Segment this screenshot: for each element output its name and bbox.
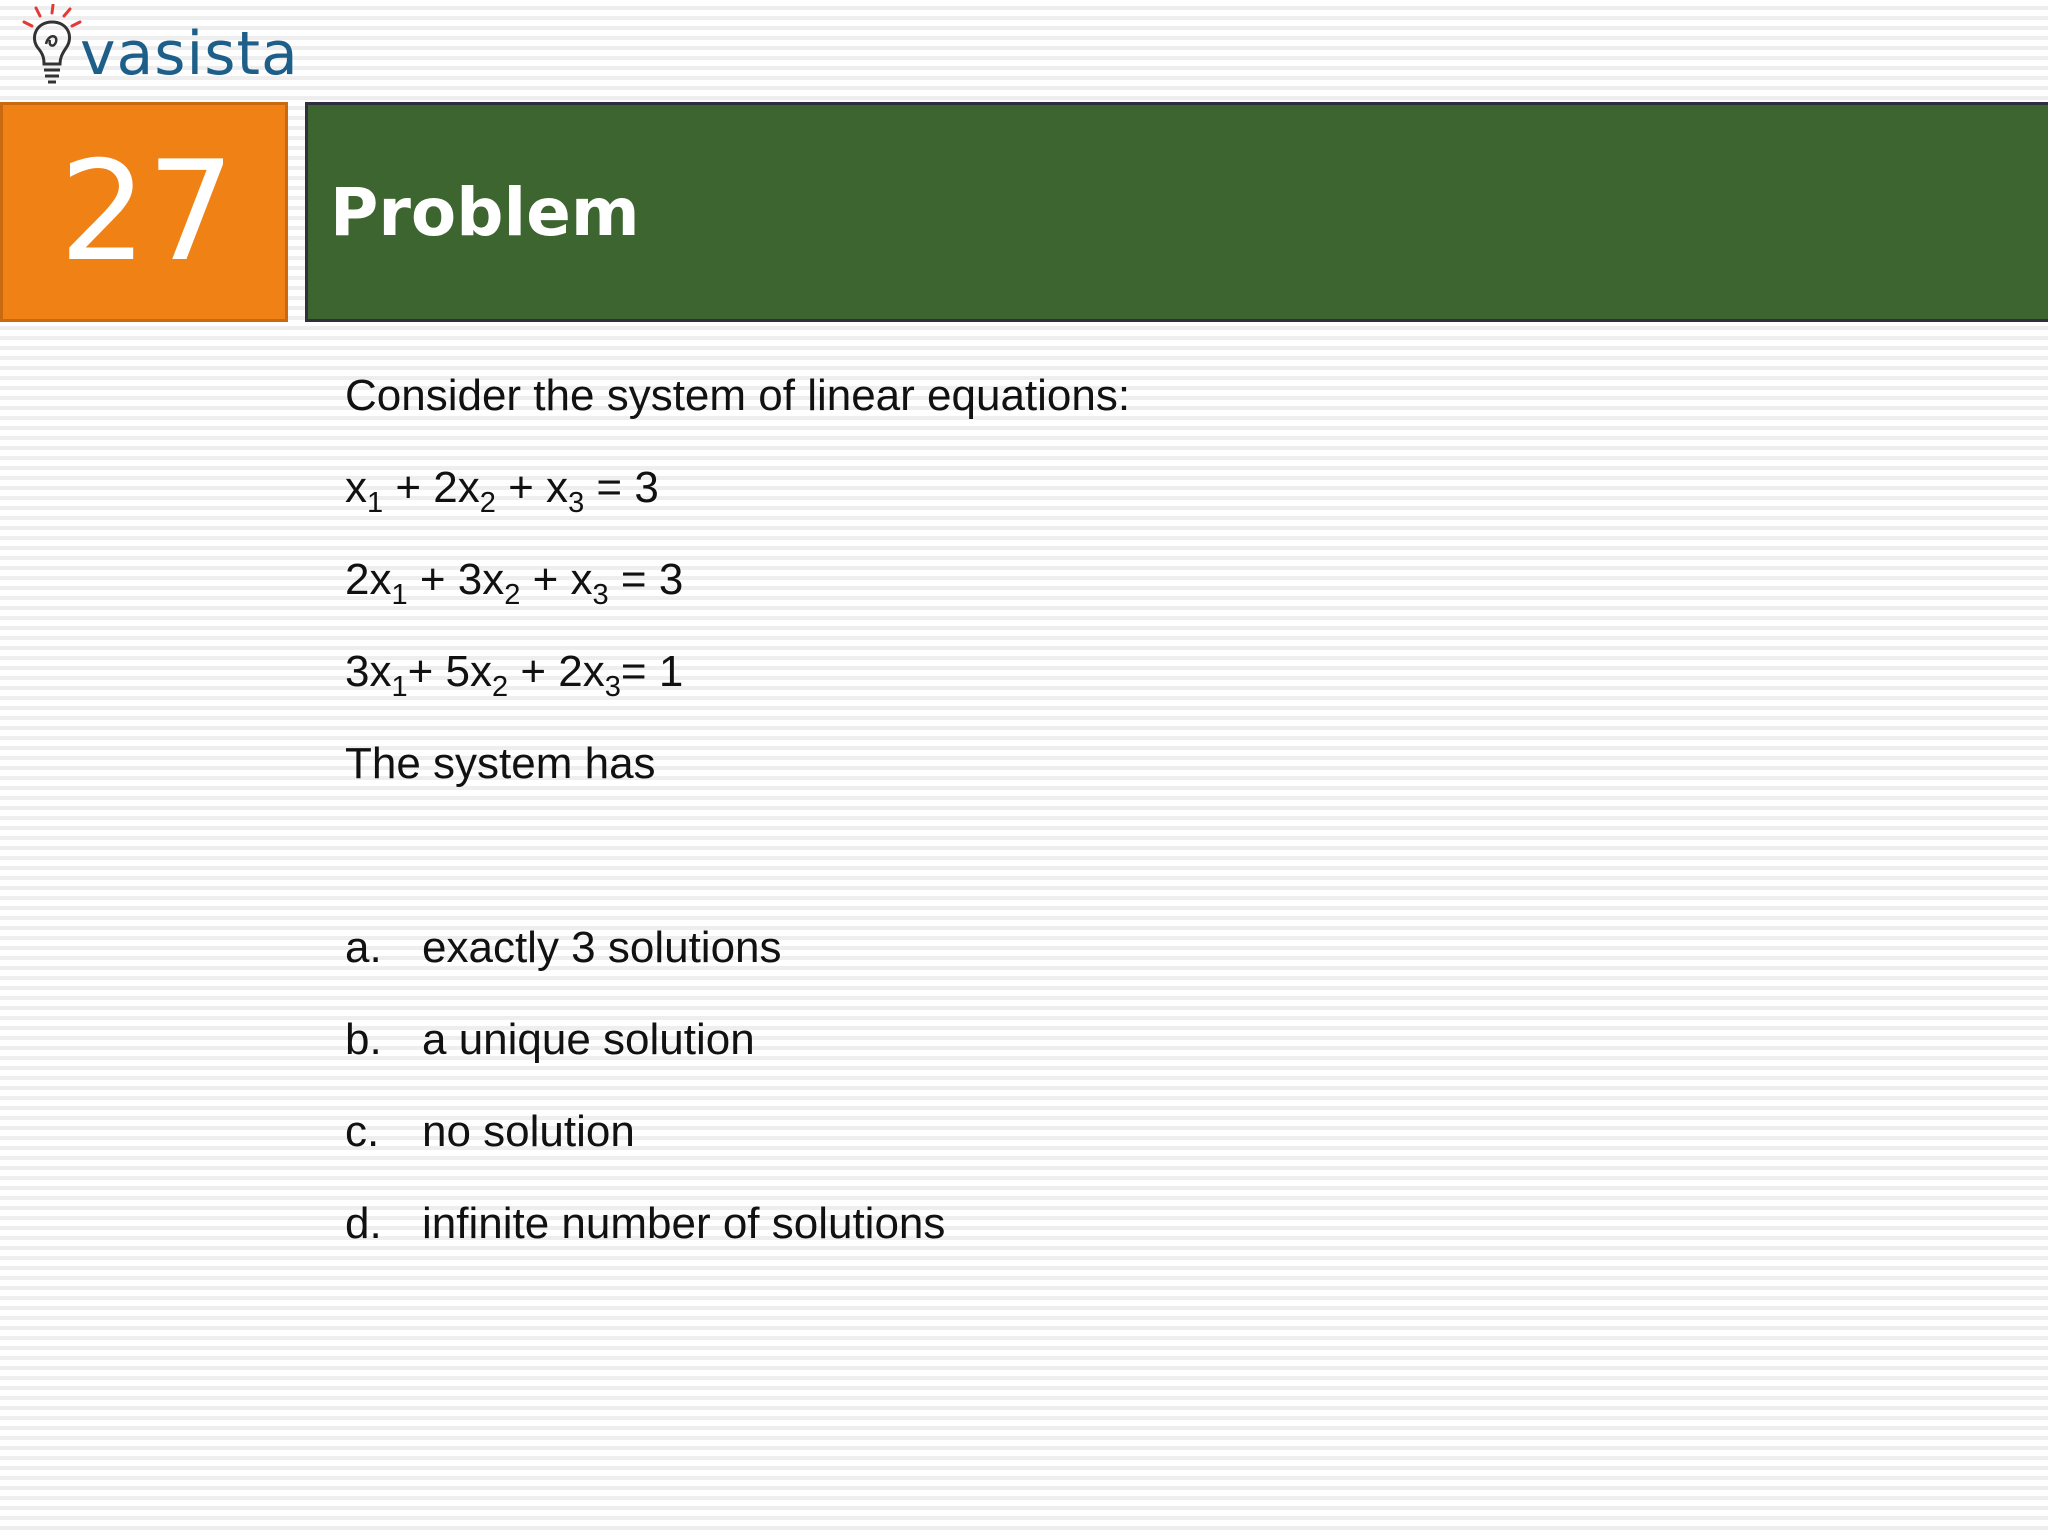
equation-subscript: 2 [504, 579, 521, 611]
equation-text: + x [495, 463, 569, 512]
option-text: infinite number of solutions [422, 1199, 946, 1248]
vasista-logo [22, 4, 299, 96]
option-item[interactable] [345, 902, 1945, 994]
equation-text: 2x [345, 555, 392, 604]
equation-line [345, 442, 1945, 534]
equation-text: + x [520, 555, 593, 604]
equation-text: + 3x [407, 555, 505, 604]
equation-subscript: 1 [391, 671, 408, 703]
option-text: a unique solution [422, 1015, 755, 1064]
equation-text: = 3 [608, 555, 684, 604]
question-intro: Consider the system of linear equations: [345, 371, 1131, 420]
equation-subscript: 1 [367, 487, 384, 519]
slide-number: 27 [59, 131, 235, 292]
spacer [345, 810, 1945, 902]
option-item[interactable] [345, 1178, 1945, 1270]
question-prompt: The system has [345, 739, 656, 788]
logo-wordmark: vasista [80, 19, 299, 89]
option-text: no solution [422, 1107, 635, 1156]
title-bar [305, 102, 2048, 322]
option-text: exactly 3 solutions [422, 923, 782, 972]
equation-line [345, 534, 1945, 626]
option-label: c. [345, 1107, 380, 1156]
options-list [345, 902, 1945, 1270]
equation-subscript: 3 [592, 579, 609, 611]
option-label: d. [345, 1199, 382, 1248]
equation-text: = 1 [620, 647, 684, 696]
equation-subscript: 1 [391, 579, 408, 611]
equation-text: = 3 [584, 463, 659, 512]
equation-subscript: 2 [479, 487, 496, 519]
equation-text: + 2x [383, 463, 480, 512]
equation-line [345, 626, 1945, 718]
equation-text: + 2x [508, 647, 605, 696]
option-label: a. [345, 923, 382, 972]
equation-subscript: 3 [568, 487, 585, 519]
equation-subscript: 3 [604, 671, 621, 703]
slide-number-box [0, 102, 288, 322]
option-item[interactable] [345, 1086, 1945, 1178]
question-content [345, 350, 1945, 1270]
equation-text: 3x [345, 647, 392, 696]
equation-text: x [345, 463, 367, 512]
equations [345, 442, 1945, 718]
equation-text: + 5x [407, 647, 493, 696]
option-label: b. [345, 1015, 382, 1064]
slide-title: Problem [330, 173, 640, 251]
option-item[interactable] [345, 994, 1945, 1086]
equation-subscript: 2 [492, 671, 509, 703]
